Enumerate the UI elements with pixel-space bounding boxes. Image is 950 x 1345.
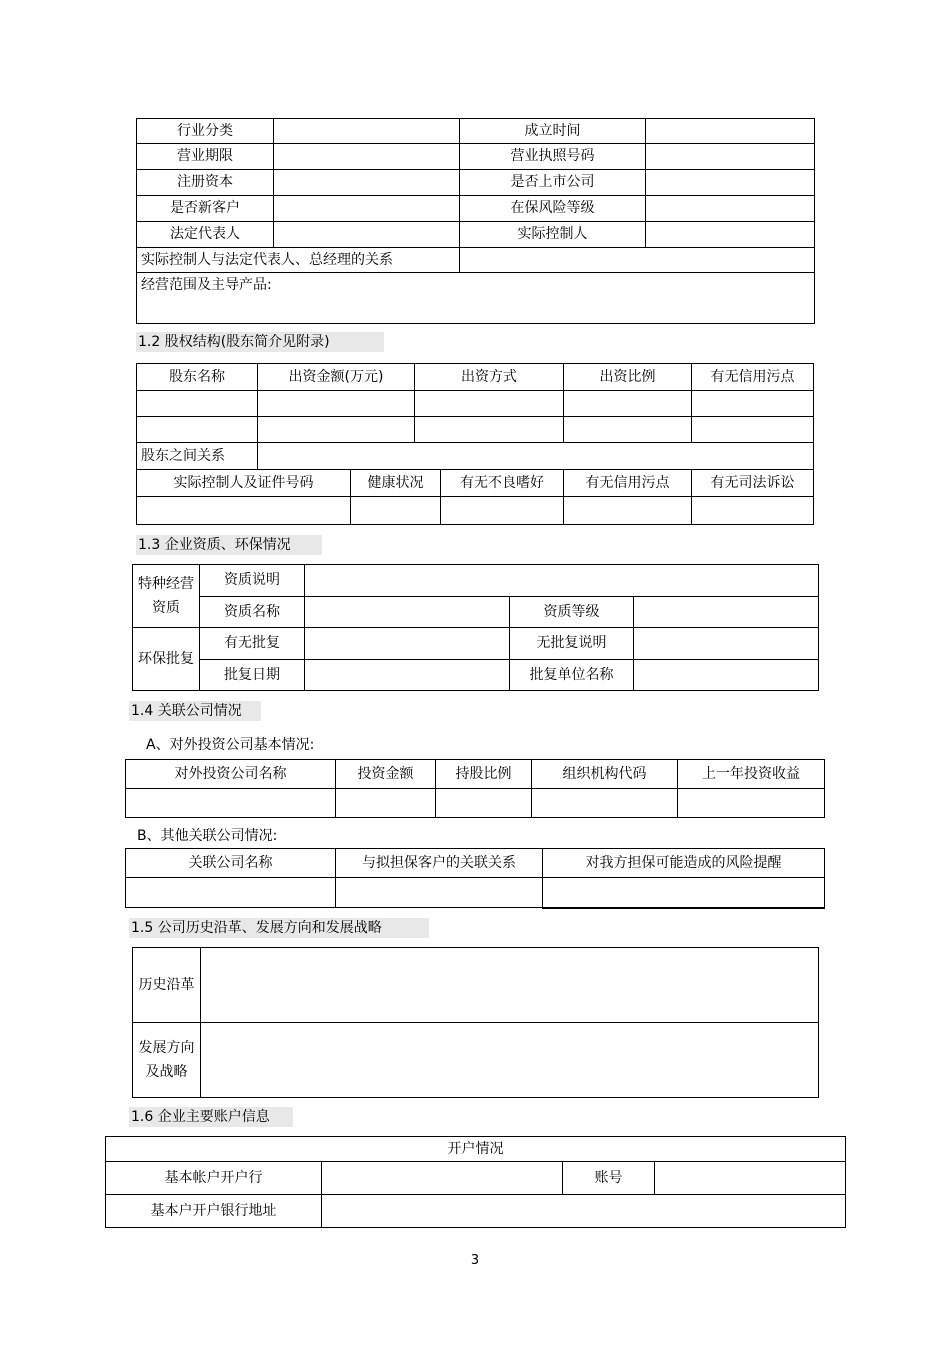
input-controller[interactable] [646,222,815,248]
section-1-2-title: 1.2 股权结构(股东简介见附录) [136,332,384,352]
section-1-5-title: 1.5 公司历史沿革、发展方向和发展战略 [129,918,429,938]
label-capital: 注册资本 [137,170,274,196]
section-1-3-title: 1.3 企业资质、环保情况 [136,535,322,555]
header-litigation: 有无司法诉讼 [692,470,814,497]
cell[interactable] [137,417,258,443]
history-table [132,947,819,1098]
cell[interactable] [336,878,543,908]
cell[interactable] [436,789,532,818]
cell[interactable] [415,417,564,443]
header-share-ratio: 持股比例 [436,760,532,789]
label-direction: 发展方向及战略 [133,1023,201,1098]
label-qual-grade: 资质等级 [510,597,634,628]
header-method: 出资方式 [415,364,564,391]
basic-info-table [136,118,815,324]
input-established[interactable] [646,119,815,144]
cell[interactable] [441,497,564,525]
label-scope: 经营范围及主导产品: [141,277,272,293]
header-relation-to-client: 与拟担保客户的关联关系 [336,849,543,878]
label-shareholder-relation: 股东之间关系 [137,443,258,470]
section-1-4-title: 1.4 关联公司情况 [129,701,261,721]
input-history[interactable] [201,948,819,1023]
subsection-b: B、其他关联公司情况: [137,828,278,844]
input-no-approval-desc[interactable] [634,628,819,660]
cell[interactable] [692,417,814,443]
label-listed: 是否上市公司 [460,170,646,196]
page-number: 3 [470,1253,480,1268]
cell[interactable] [351,497,441,525]
input-shareholder-relation[interactable] [258,443,814,470]
cell[interactable] [692,497,814,525]
input-term[interactable] [274,144,460,170]
header-controller-id: 实际控制人及证件号码 [137,470,351,497]
input-approval-date[interactable] [305,660,510,691]
related-company-table [125,848,825,909]
field-scope[interactable] [137,273,815,324]
cell[interactable] [543,878,825,908]
label-term: 营业期限 [137,144,274,170]
header-related-company: 关联公司名称 [126,849,336,878]
label-controller: 实际控制人 [460,222,646,248]
input-license[interactable] [646,144,815,170]
input-has-approval[interactable] [305,628,510,660]
header-shareholder: 股东名称 [137,364,258,391]
cell[interactable] [258,391,415,417]
header-amount: 出资金额(万元) [258,364,415,391]
cell[interactable] [564,417,692,443]
input-industry[interactable] [274,119,460,144]
subsection-a: A、对外投资公司基本情况: [146,737,315,753]
input-legal-rep[interactable] [274,222,460,248]
header-credit: 有无信用污点 [692,364,814,391]
input-qual-grade[interactable] [634,597,819,628]
label-industry: 行业分类 [137,119,274,144]
cell[interactable] [126,789,336,818]
input-capital[interactable] [274,170,460,196]
cell[interactable] [564,391,692,417]
label-special-qual: 特种经营资质 [133,565,200,628]
cell[interactable] [137,497,351,525]
input-relation[interactable] [460,248,815,273]
input-basic-bank[interactable] [322,1162,563,1195]
label-approval-date: 批复日期 [200,660,305,691]
section-1-6-title: 1.6 企业主要账户信息 [129,1107,293,1127]
header-opening: 开户情况 [106,1137,846,1162]
label-account-no: 账号 [563,1162,655,1195]
label-qual-desc: 资质说明 [200,565,305,597]
label-approval-unit: 批复单位名称 [510,660,634,691]
label-qual-name: 资质名称 [200,597,305,628]
label-no-approval-desc: 无批复说明 [510,628,634,660]
label-basic-bank: 基本帐户开户行 [106,1162,322,1195]
cell[interactable] [126,878,336,908]
label-bank-addr: 基本户开户银行地址 [106,1195,322,1228]
account-table [105,1136,846,1228]
label-license: 营业执照号码 [460,144,646,170]
cell[interactable] [415,391,564,417]
cell[interactable] [692,391,814,417]
label-relation: 实际控制人与法定代表人、总经理的关系 [137,248,460,273]
header-org-code: 组织机构代码 [532,760,678,789]
investment-table [125,759,825,818]
cell[interactable] [564,497,692,525]
input-qual-desc[interactable] [305,565,819,597]
input-approval-unit[interactable] [634,660,819,691]
header-ratio: 出资比例 [564,364,692,391]
input-qual-name[interactable] [305,597,510,628]
label-history: 历史沿革 [133,948,201,1023]
qualification-table [132,564,819,691]
header-habits: 有无不良嗜好 [441,470,564,497]
header-health: 健康状况 [351,470,441,497]
equity-table [136,363,814,525]
header-risk-reminder: 对我方担保可能造成的风险提醒 [543,849,825,878]
cell[interactable] [678,789,825,818]
input-new-client[interactable] [274,196,460,222]
cell[interactable] [258,417,415,443]
input-direction[interactable] [201,1023,819,1098]
cell[interactable] [137,391,258,417]
label-legal-rep: 法定代表人 [137,222,274,248]
input-account-no[interactable] [655,1162,846,1195]
header-credit2: 有无信用污点 [564,470,692,497]
header-invest-amount: 投资金额 [336,760,436,789]
input-risk-level[interactable] [646,196,815,222]
header-last-year-return: 上一年投资收益 [678,760,825,789]
label-has-approval: 有无批复 [200,628,305,660]
input-listed[interactable] [646,170,815,196]
input-bank-addr[interactable] [322,1195,846,1228]
cell[interactable] [336,789,436,818]
label-established: 成立时间 [460,119,646,144]
label-env: 环保批复 [133,628,200,691]
label-new-client: 是否新客户 [137,196,274,222]
cell[interactable] [532,789,678,818]
header-invest-company: 对外投资公司名称 [126,760,336,789]
label-risk-level: 在保风险等级 [460,196,646,222]
